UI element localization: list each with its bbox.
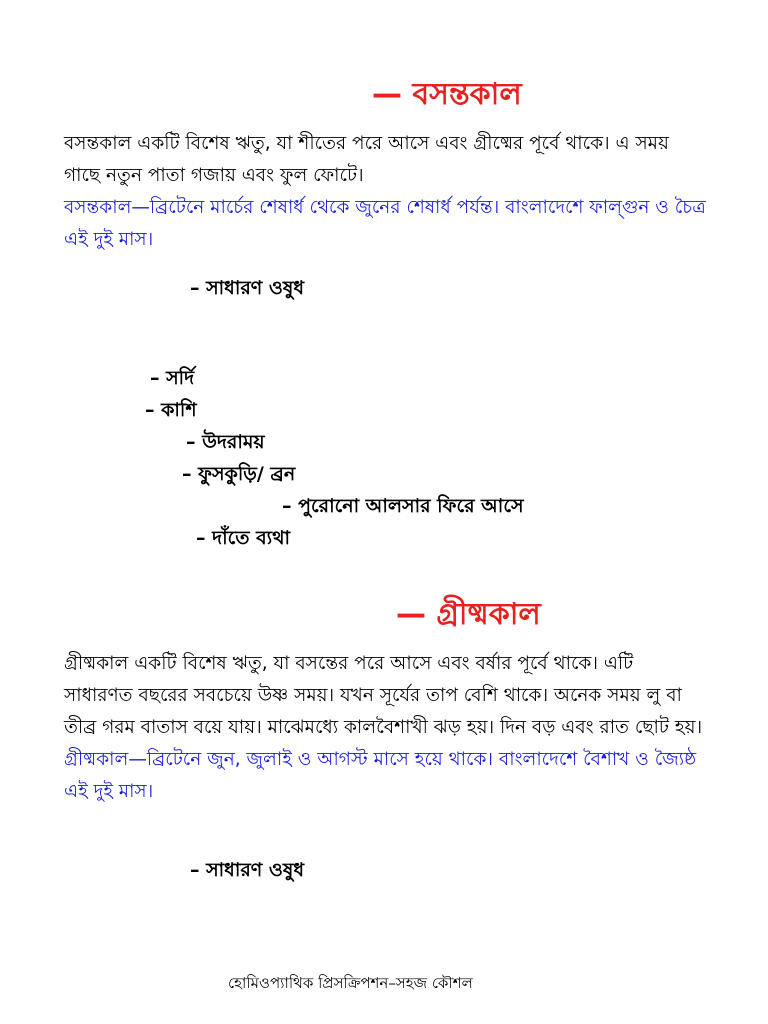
spring-heading: — বসন্তকাল [372,77,522,112]
page-footer: হোমিওপ্যাথিক প্রিসক্রিপশন–সহজ কৌশল [228,974,473,992]
summer-intro: গ্রীষ্মকাল একটি বিশেষ ঋতু, যা বসন্তের পরে আসে এবং বর্ষার পূর্বে থাকে। এটি সাধারণত বছরের সবচেয়ে উষ্ণ সময়। যখন সূর্যের তাপ বেশি থাকে। অনেক সময় লু বা তীব্র গরম বাতাস বয়ে যায়। মাঝেমধ্যে কালবৈশাখী ঝড় হয়। দিন বড় এবং রাত ছোট হয়। [64,653,703,738]
spring-item-cold: – সর্দি [150,367,195,389]
spring-note: বসন্তকাল—ব্রিটেনে মার্চের শেষার্ধ থেকে জুনের শেষার্ধ পর্যন্ত। বাংলাদেশে ফাল্গুন ও চৈত্র এই দুই মাস। [64,197,706,250]
spring-text-block [64,128,706,256]
summer-common-remedies-heading: – সাধারণ ওষুধ [190,859,304,881]
summer-text-block [64,648,706,808]
spring-intro: বসন্তকাল একটি বিশেষ ঋতু, যা শীতের পরে আসে এবং গ্রীষ্মের পূর্বে থাকে। এ সময় গাছে নতুন পাতা গজায় এবং ফুল ফোটে। [64,133,669,186]
spring-item-acne: – ফুসকুড়ি/ ব্রন [182,463,296,485]
spring-item-ulcer: – পুরোনো আলসার ফিরে আসে [282,495,524,517]
spring-item-diarrhoea: – উদরাময় [186,431,265,453]
summer-note: গ্রীষ্মকাল—ব্রিটেনে জুন, জুলাই ও আগস্ট মাসে হয়ে থাকে। বাংলাদেশে বৈশাখ ও জ্যৈষ্ঠ এই দুই মাস। [64,749,697,802]
spring-item-toothache: – দাঁতে ব্যথা [196,527,291,549]
summer-heading: — গ্রীষ্মকাল [396,597,541,632]
spring-item-cough: – কাশি [145,399,197,421]
spring-common-remedies-heading: – সাধারণ ওষুধ [190,277,304,299]
